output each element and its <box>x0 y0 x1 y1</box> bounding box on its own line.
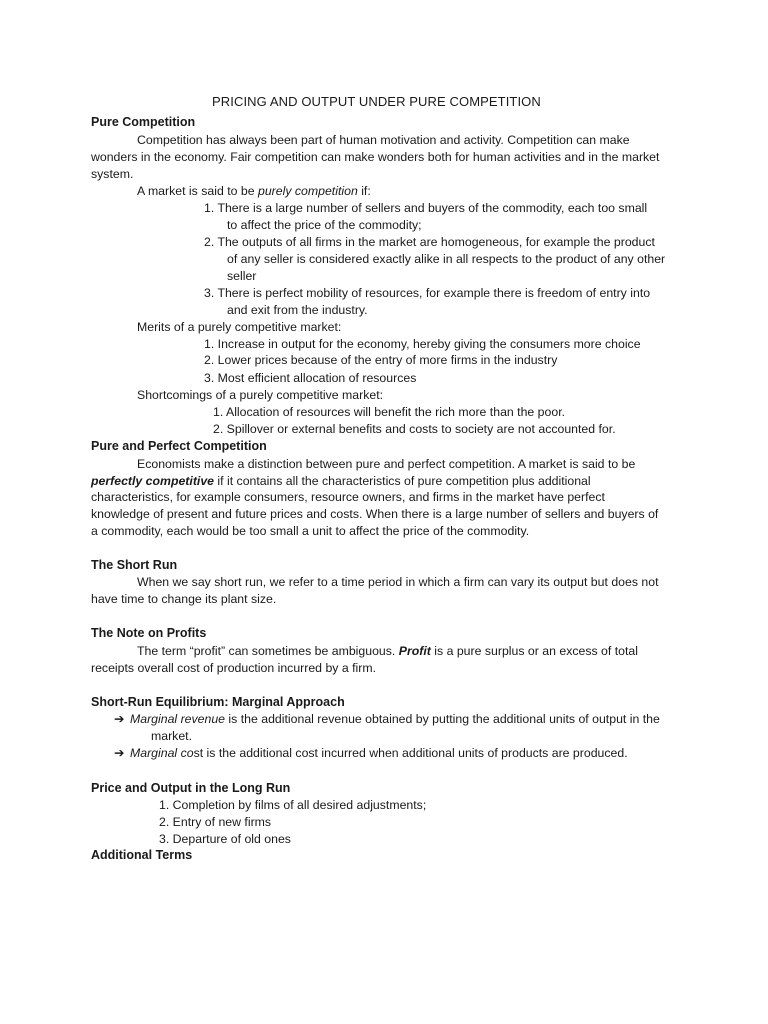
bullet-text: is the additional revenue obtained by putting the additional units of output in the <box>225 712 660 726</box>
paragraph-line: characteristics, for example consumers, resource owners, and firms in the market have perfect <box>91 490 605 504</box>
merit-item: 2. Lower prices because of the entry of more firms in the industry <box>204 353 558 367</box>
condition-item: 2. The outputs of all firms in the market are homogeneous, for example the product <box>204 235 655 249</box>
paragraph-line: a commodity, each would be too small a unit to affect the price of the commodity. <box>91 524 530 538</box>
merits-heading: Merits of a purely competitive market: <box>137 320 342 334</box>
heading-pure-competition: Pure Competition <box>91 115 196 129</box>
long-run-item: 3. Departure of old ones <box>159 832 291 846</box>
condition-item-cont: and exit from the industry. <box>227 303 368 317</box>
market-definition <box>137 183 371 200</box>
perfectly-competitive-term: perfectly competitive <box>91 474 215 488</box>
long-run-item: 2. Entry of new firms <box>159 815 272 829</box>
condition-item: 3. There is perfect mobility of resources, for example there is freedom of entry into <box>204 286 651 300</box>
condition-item: 1. There is a large number of sellers and buyers of the commodity, each too small <box>204 201 648 215</box>
profits-line-b: is a pure surplus or an excess of total <box>430 644 638 658</box>
paragraph-line: When we say short run, we refer to a time period in which a firm can vary its output but does not <box>137 575 659 589</box>
paragraph-line: have time to change its plant size. <box>91 592 277 606</box>
market-definition-term: purely competition <box>257 184 358 198</box>
marginal-cost-term: Marginal co <box>130 746 194 760</box>
shortcoming-item: 1. Allocation of resources will benefit the rich more than the poor. <box>213 405 566 419</box>
paragraph-line <box>91 473 591 490</box>
heading-profits: The Note on Profits <box>91 626 207 640</box>
paragraph-line: Economists make a distinction between pure and perfect competition. A market is said to be <box>137 457 636 471</box>
profits-line-a: The term “profit” can sometimes be ambiguous. <box>137 644 399 658</box>
merit-item: 3. Most efficient allocation of resources <box>204 371 417 385</box>
market-definition-tail: if: <box>357 184 371 198</box>
bullet-item-cont: market. <box>151 729 192 743</box>
marginal-revenue-term: Marginal revenue <box>130 712 226 726</box>
heading-short-run: The Short Run <box>91 558 178 572</box>
profit-term: Profit <box>398 644 431 658</box>
paragraph-line: knowledge of present and future prices and costs. When there is a large number of sellers and buyers of <box>91 507 659 521</box>
paragraph-line-tail: if it contains all the characteristics of pure competition plus additional <box>214 474 591 488</box>
merit-item: 1. Increase in output for the economy, hereby giving the consumers more choice <box>204 337 641 351</box>
bullet-item <box>114 745 628 762</box>
paragraph-line <box>137 643 638 660</box>
shortcomings-heading: Shortcomings of a purely competitive market: <box>137 388 384 402</box>
heading-pure-perfect: Pure and Perfect Competition <box>91 439 267 453</box>
condition-item-cont: to affect the price of the commodity; <box>227 218 422 232</box>
market-definition-lead: A market is said to be <box>137 184 258 198</box>
bullet-text: st is the additional cost incurred when additional units of products are produced. <box>193 746 628 760</box>
paragraph-line: system. <box>91 167 134 181</box>
page-title: PRICING AND OUTPUT UNDER PURE COMPETITION <box>212 94 541 109</box>
heading-additional-terms: Additional Terms <box>91 848 193 862</box>
paragraph-line: wonders in the economy. Fair competition can make wonders both for human activities and in the market <box>91 150 660 164</box>
bullet-item <box>114 711 660 728</box>
shortcoming-item: 2. Spillover or external benefits and costs to society are not accounted for. <box>213 422 616 436</box>
arrow-bullet-icon: ➔ <box>114 712 125 726</box>
condition-item-cont: of any seller is considered exactly alike in all respects to the product of any other <box>227 252 666 266</box>
paragraph-line: receipts overall cost of production incurred by a firm. <box>91 661 377 675</box>
paragraph-line: Competition has always been part of human motivation and activity. Competition can make <box>137 133 630 147</box>
arrow-bullet-icon: ➔ <box>114 746 125 760</box>
condition-item-cont: seller <box>227 269 257 283</box>
heading-marginal-approach: Short-Run Equilibrium: Marginal Approach <box>91 695 345 709</box>
heading-long-run: Price and Output in the Long Run <box>91 781 291 795</box>
long-run-item: 1. Completion by films of all desired adjustments; <box>159 798 427 812</box>
